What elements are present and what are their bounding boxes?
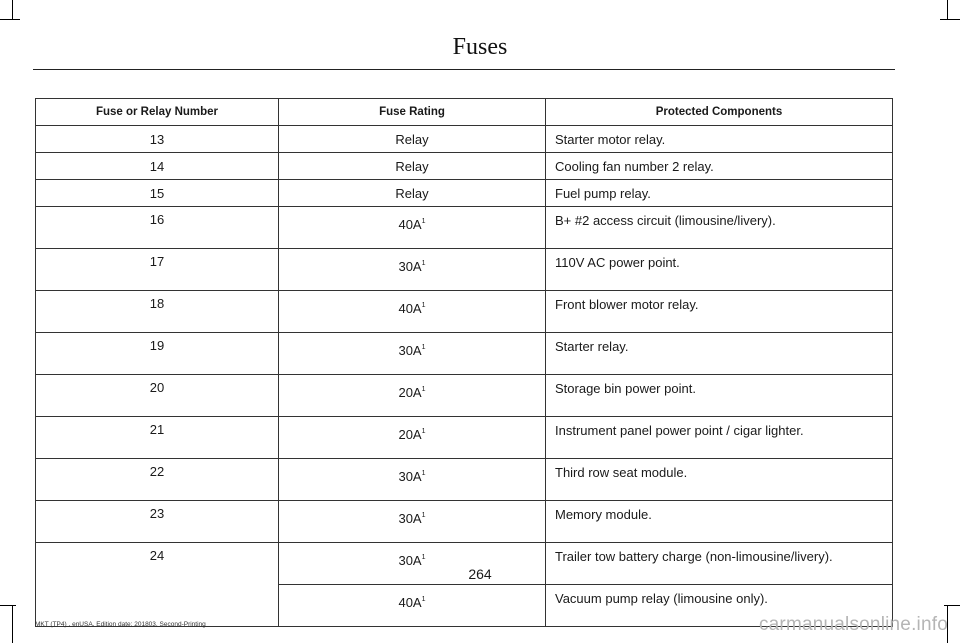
crop-mark <box>0 605 16 606</box>
table-row <box>36 417 893 459</box>
fuse-rating: Relay <box>279 153 546 180</box>
protected-component: 110V AC power point. <box>546 249 893 291</box>
protected-component: Storage bin power point. <box>546 375 893 417</box>
table-row <box>36 459 893 501</box>
column-header-components: Protected Components <box>546 99 893 126</box>
watermark: carmanualsonline.info <box>758 614 948 635</box>
crop-mark <box>12 0 13 20</box>
table-row <box>36 249 893 291</box>
crop-mark <box>947 0 948 20</box>
table-row <box>36 180 893 207</box>
footnote-marker: 1 <box>421 596 426 603</box>
protected-component: Third row seat module. <box>546 459 893 501</box>
footnote-marker: 1 <box>421 428 426 435</box>
table-row <box>36 333 893 375</box>
page-title: Fuses <box>452 34 508 60</box>
fuse-rating: Relay <box>279 126 546 153</box>
fuse-number: 19 <box>36 333 279 375</box>
fuse-number: 21 <box>36 417 279 459</box>
header-rule <box>33 69 895 70</box>
fuse-number: 17 <box>36 249 279 291</box>
fuse-rating: $40A^1$ <box>279 291 546 333</box>
footnote-marker: 1 <box>421 218 426 225</box>
protected-component: Vacuum pump relay (limousine only). <box>546 585 893 627</box>
table-row <box>36 375 893 417</box>
fuse-number: 23 <box>36 501 279 543</box>
protected-component: Memory module. <box>546 501 893 543</box>
fuse-rating: $30A^1$ <box>279 543 546 585</box>
fuse-table <box>35 98 893 627</box>
protected-component: Fuel pump relay. <box>546 180 893 207</box>
footnote-marker: 1 <box>421 302 426 309</box>
table-header-row <box>36 99 893 126</box>
crop-mark <box>944 605 960 606</box>
protected-component: Starter relay. <box>546 333 893 375</box>
fuse-number: 13 <box>36 126 279 153</box>
fuse-number: 24 <box>36 543 279 627</box>
footnote-marker: 1 <box>421 554 426 561</box>
page-number: 264 <box>468 566 492 582</box>
footnote-marker: 1 <box>421 512 426 519</box>
fuse-number: 20 <box>36 375 279 417</box>
protected-component: Front blower motor relay. <box>546 291 893 333</box>
crop-mark <box>0 19 20 20</box>
fuse-rating: $40A^1$ <box>279 585 546 627</box>
footnote-marker: 1 <box>421 386 426 393</box>
fuse-rating: $20A^1$ <box>279 417 546 459</box>
protected-component: Trailer tow battery charge (non-limousine/livery). <box>546 543 893 585</box>
edition-footer: MKT (TP4) , enUSA, Edition date: 201803, Second-Printing <box>35 621 206 628</box>
fuse-rating: Relay <box>279 180 546 207</box>
fuse-rating: $30A^1$ <box>279 459 546 501</box>
fuse-rating: $40A^1$ <box>279 207 546 249</box>
crop-mark <box>12 605 13 643</box>
table-row <box>36 126 893 153</box>
protected-component: B+ #2 access circuit (limousine/livery). <box>546 207 893 249</box>
fuse-rating: $20A^1$ <box>279 375 546 417</box>
footnote-marker: 1 <box>421 344 426 351</box>
footnote-marker: 1 <box>421 470 426 477</box>
table-row <box>36 153 893 180</box>
fuse-number: 14 <box>36 153 279 180</box>
fuse-number: 22 <box>36 459 279 501</box>
protected-component: Starter motor relay. <box>546 126 893 153</box>
column-header-number: Fuse or Relay Number <box>36 99 279 126</box>
footnote-marker: 1 <box>421 260 426 267</box>
table-row <box>36 291 893 333</box>
fuse-rating: $30A^1$ <box>279 333 546 375</box>
crop-mark <box>940 19 960 20</box>
protected-component: Cooling fan number 2 relay. <box>546 153 893 180</box>
table-row <box>36 207 893 249</box>
fuse-number: 15 <box>36 180 279 207</box>
fuse-rating: $30A^1$ <box>279 501 546 543</box>
column-header-rating: Fuse Rating <box>279 99 546 126</box>
table-row <box>36 501 893 543</box>
fuse-rating: $30A^1$ <box>279 249 546 291</box>
protected-component: Instrument panel power point / cigar lighter. <box>546 417 893 459</box>
fuse-number: 18 <box>36 291 279 333</box>
fuse-number: 16 <box>36 207 279 249</box>
